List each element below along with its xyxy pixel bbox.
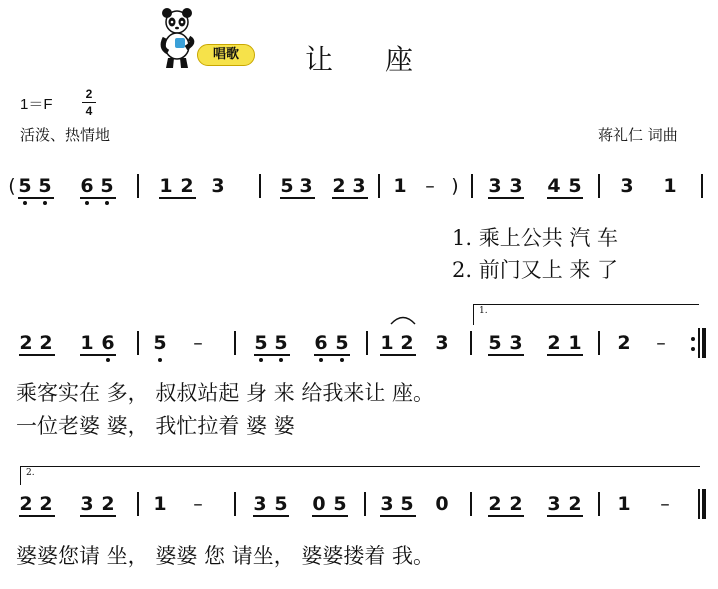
- note: 2: [488, 493, 502, 515]
- note: 2: [19, 493, 33, 515]
- underline: [380, 515, 416, 517]
- note: 3: [299, 175, 313, 197]
- note: 2: [568, 493, 582, 515]
- note: 3: [509, 175, 523, 197]
- note: 3: [80, 493, 94, 515]
- note: 2: [19, 332, 33, 354]
- note: 5: [488, 332, 502, 354]
- time-denominator: 4: [85, 104, 93, 118]
- barline: [259, 174, 261, 198]
- note: 1: [380, 332, 394, 354]
- note: 5: [568, 175, 582, 197]
- note: 1: [159, 175, 173, 197]
- volta-bracket-2: [20, 466, 700, 485]
- underline: [253, 515, 289, 517]
- underline: [312, 515, 348, 517]
- underline: [80, 197, 116, 199]
- note: 5: [153, 332, 167, 354]
- note: 6: [101, 332, 115, 354]
- note: 6: [314, 332, 328, 354]
- note: 2: [332, 175, 346, 197]
- low-dot: [105, 201, 109, 205]
- note: 3: [488, 175, 502, 197]
- barline: [598, 174, 600, 198]
- note: 3: [547, 493, 561, 515]
- page-title: 让座: [305, 43, 466, 76]
- note: –: [193, 332, 203, 354]
- lyrics-row-2-verse-2: 一位老婆 婆， 我忙拉着 婆 婆: [16, 414, 295, 438]
- note: 3: [620, 175, 634, 197]
- underline: [80, 515, 116, 517]
- barline: [366, 331, 368, 355]
- repeat-dot: [691, 347, 695, 351]
- low-dot: [279, 358, 283, 362]
- barline: [137, 174, 139, 198]
- note: 5: [280, 175, 294, 197]
- underline: [332, 197, 368, 199]
- note: 2: [39, 493, 53, 515]
- time-line: [82, 102, 96, 103]
- low-dot: [106, 358, 110, 362]
- underline: [19, 515, 55, 517]
- underline: [547, 515, 583, 517]
- note: 2: [617, 332, 631, 354]
- barline: [598, 492, 600, 516]
- note: 3: [211, 175, 225, 197]
- note: 5: [400, 493, 414, 515]
- note: 2: [547, 332, 561, 354]
- note: 2: [101, 493, 115, 515]
- note: –: [425, 175, 435, 197]
- final-barline-thick: [702, 489, 706, 519]
- barline: [598, 331, 600, 355]
- note: 5: [335, 332, 349, 354]
- volta-bracket-1: [473, 304, 699, 325]
- barline: [378, 174, 380, 198]
- underline: [488, 197, 524, 199]
- repeat-barline-thin: [698, 328, 700, 358]
- time-numerator: 2: [85, 87, 93, 101]
- low-dot: [23, 201, 27, 205]
- note: 1: [80, 332, 94, 354]
- note: 5: [100, 175, 114, 197]
- low-dot: [319, 358, 323, 362]
- barline: [470, 331, 472, 355]
- final-barline-thin: [698, 489, 700, 519]
- repeat-dot: [691, 337, 695, 341]
- barline: [137, 331, 139, 355]
- note: 3: [435, 332, 449, 354]
- note: 2: [400, 332, 414, 354]
- underline: [380, 354, 416, 356]
- underline: [314, 354, 350, 356]
- note: 1: [663, 175, 677, 197]
- lyrics-verse-1: 1. 乘上公共 汽 车: [452, 226, 619, 250]
- low-dot: [43, 201, 47, 205]
- barline: [234, 492, 236, 516]
- underline: [488, 354, 524, 356]
- slur: [390, 312, 416, 330]
- low-dot: [340, 358, 344, 362]
- volta-label-2: 2.: [26, 468, 35, 478]
- lyrics-row-3: 婆婆您请 坐， 婆婆 您 请坐， 婆婆搂着 我。: [16, 544, 435, 568]
- note: 5: [274, 332, 288, 354]
- panda-icon: [156, 8, 198, 70]
- note: 2: [180, 175, 194, 197]
- note: 5: [333, 493, 347, 515]
- note: 5: [274, 493, 288, 515]
- barline: [364, 492, 366, 516]
- underline: [19, 354, 55, 356]
- lyrics-row-2-verse-1: 乘客实在 多， 叔叔站起 身 来 给我来让 座。: [16, 381, 435, 405]
- barline: [471, 174, 473, 198]
- volta-label-1: 1.: [479, 306, 488, 316]
- sing-badge: 唱歌: [197, 44, 255, 66]
- underline: [488, 515, 524, 517]
- underline: [80, 354, 116, 356]
- key-signature: 1＝F: [20, 96, 53, 113]
- time-signature: [82, 87, 96, 118]
- underline: [547, 197, 583, 199]
- note: –: [660, 493, 670, 515]
- paren-open: (: [8, 175, 16, 197]
- note: 5: [18, 175, 32, 197]
- note: 3: [509, 332, 523, 354]
- repeat-barline-thick: [702, 328, 706, 358]
- barline: [137, 492, 139, 516]
- note: 1: [153, 493, 167, 515]
- note: 5: [38, 175, 52, 197]
- underline: [254, 354, 290, 356]
- note: 2: [509, 493, 523, 515]
- lyrics-verse-2: 2. 前门又上 来 了: [452, 258, 619, 282]
- low-dot: [85, 201, 89, 205]
- credits: 蒋礼仁 词曲: [598, 126, 678, 144]
- underline: [547, 354, 583, 356]
- barline: [470, 492, 472, 516]
- barline: [701, 174, 703, 198]
- tempo-marking: 活泼、热情地: [20, 126, 111, 144]
- underline: [159, 197, 196, 199]
- underline: [18, 197, 54, 199]
- note: 1: [393, 175, 407, 197]
- low-dot: [259, 358, 263, 362]
- note: 3: [352, 175, 366, 197]
- paren-close: ): [451, 175, 459, 197]
- note: 3: [253, 493, 267, 515]
- note: 1: [617, 493, 631, 515]
- note: 4: [547, 175, 561, 197]
- note: 6: [80, 175, 94, 197]
- note: 1: [568, 332, 582, 354]
- note: 0: [435, 493, 449, 515]
- note: –: [656, 332, 666, 354]
- underline: [280, 197, 315, 199]
- low-dot: [158, 358, 162, 362]
- note: 0: [312, 493, 326, 515]
- barline: [234, 331, 236, 355]
- note: 2: [39, 332, 53, 354]
- note: 3: [380, 493, 394, 515]
- note: 5: [254, 332, 268, 354]
- note: –: [193, 493, 203, 515]
